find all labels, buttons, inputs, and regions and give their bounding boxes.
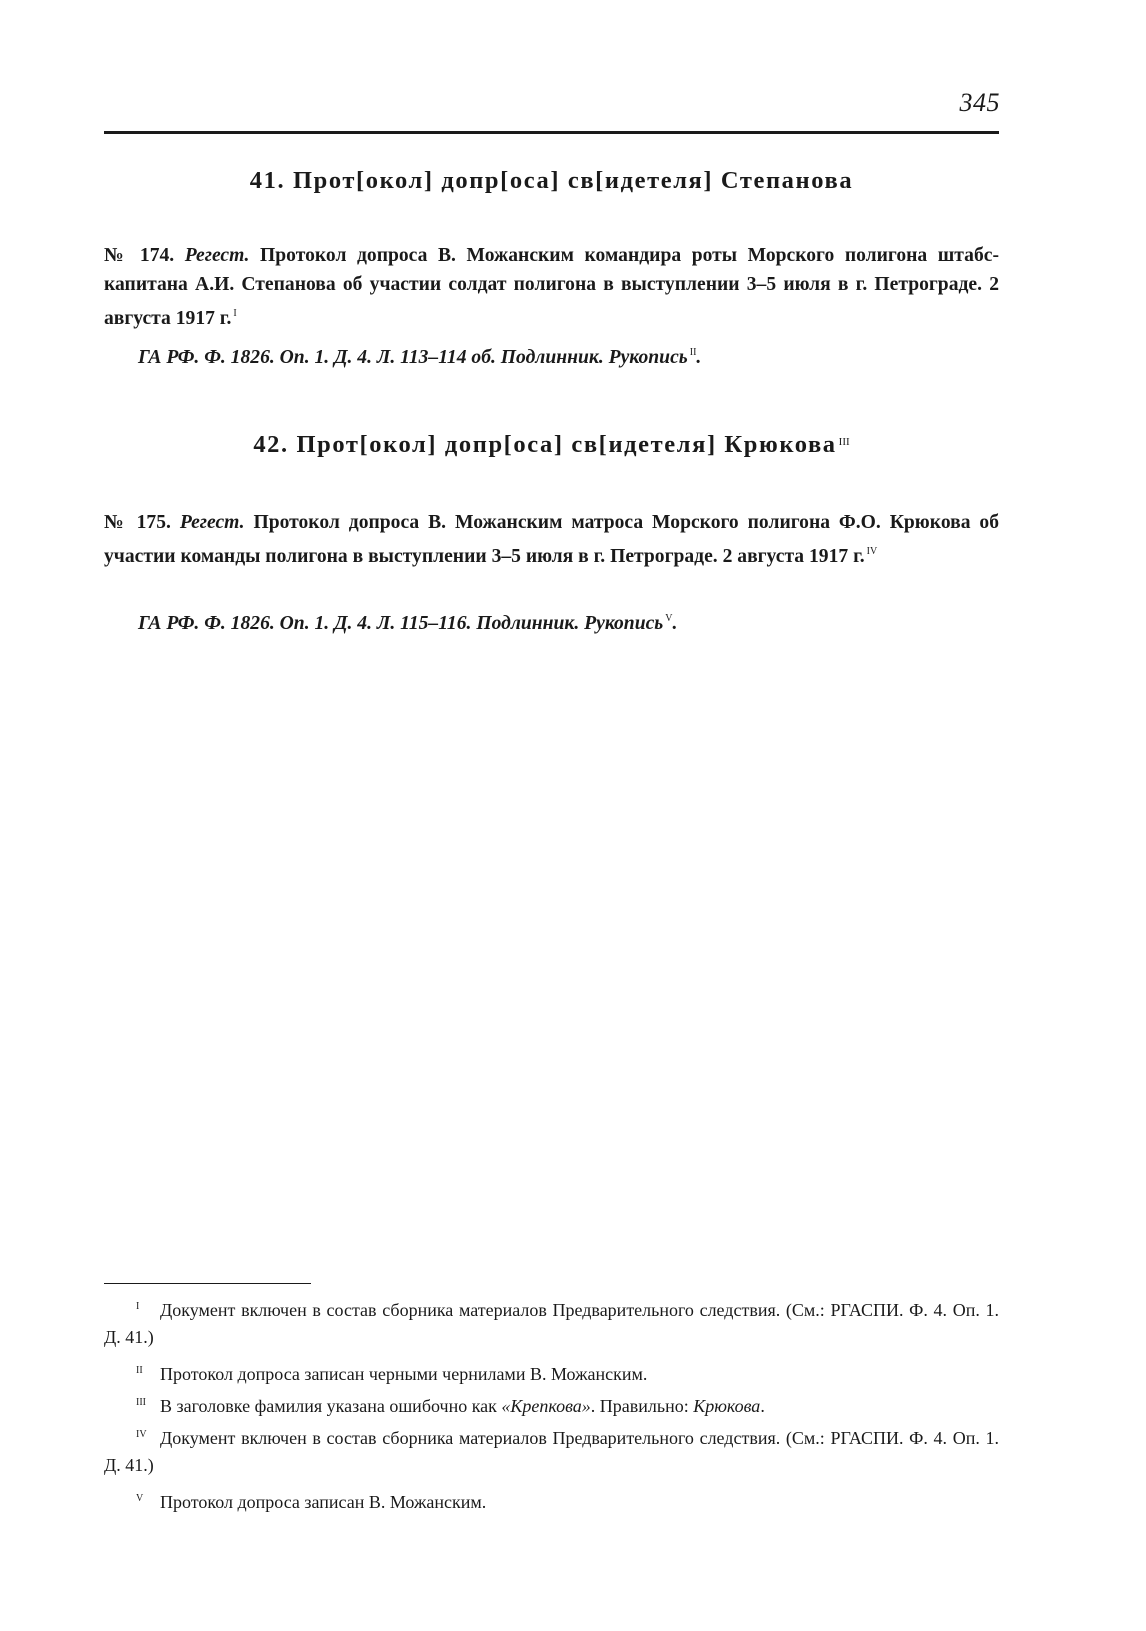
- regest-174-label: Регест.: [184, 245, 250, 266]
- regest-175-text: Протокол допроса В. Можанским матроса Морского полигона Ф.О. Крюкова об участии команды полигона в выступлении 3–5 июля в г. Петрограде. 2 августа 1917 г.: [104, 512, 1000, 567]
- footnote-I-mark: I: [136, 1301, 140, 1312]
- page-number: 345: [959, 88, 1000, 117]
- document-42-archive-ref: [138, 613, 999, 635]
- footnote-III-right-name: Крюкова: [693, 1396, 761, 1416]
- footnote-V-mark: V: [136, 1493, 144, 1504]
- footnote-III-text-middle: . Правильно:: [590, 1396, 689, 1416]
- document-41-archive-ref: [138, 347, 999, 369]
- footnote-ref-IV: IV: [866, 546, 878, 557]
- document-42-regest: [104, 508, 999, 571]
- footnote-III: [104, 1389, 999, 1420]
- archive-41-end: .: [696, 347, 702, 368]
- footnote-ref-I: I: [233, 308, 237, 319]
- document-42-title: [104, 431, 999, 459]
- footnote-III-wrong-name: «Крепкова»: [501, 1396, 591, 1416]
- document-41-regest: [104, 241, 999, 333]
- header-rule: [104, 131, 999, 134]
- regest-174-text: Протокол допроса В. Можанским командира роты Морского полигона штабс-капитана А.И. Степанова об участии солдат полигона в выступлении 3–5 июля в г. Петрограде. 2 августа 1917 г.: [104, 245, 999, 329]
- footnote-II-text: Протокол допроса записан черными чернилами В. Можанским.: [160, 1364, 648, 1384]
- footnote-ref-III: III: [838, 436, 850, 448]
- footnote-V-text: Протокол допроса записан В. Можанским.: [160, 1492, 487, 1512]
- footnote-I: [104, 1293, 999, 1351]
- regest-175-label: Регест.: [179, 512, 245, 533]
- footnote-II: [104, 1357, 999, 1388]
- footnote-III-mark: III: [136, 1397, 146, 1408]
- footnote-ref-V: V: [665, 613, 673, 624]
- regest-175-number: № 175.: [104, 512, 171, 533]
- footnote-IV-mark: IV: [136, 1429, 147, 1440]
- document-41-title: [104, 167, 999, 195]
- footnote-rule: [104, 1283, 311, 1284]
- archive-42-text: ГА РФ. Ф. 1826. Оп. 1. Д. 4. Л. 115–116. Подлинник. Рукопись: [138, 613, 664, 634]
- footnote-I-text: Документ включен в состав сборника материалов Предварительного следствия. (См.: РГАСПИ. Ф. 4. Оп. 1. Д. 41.): [104, 1300, 999, 1347]
- footnote-IV-text: Документ включен в состав сборника материалов Предварительного следствия. (См.: РГАСПИ. Ф. 4. Оп. 1. Д. 41.): [104, 1428, 999, 1475]
- regest-174-number: № 174.: [104, 245, 175, 266]
- footnote-III-text-before: В заголовке фамилия указана ошибочно как: [160, 1396, 497, 1416]
- footnote-III-text-after: .: [760, 1396, 765, 1416]
- archive-42-end: .: [672, 613, 678, 634]
- document-41-title-text: 41. Прот[окол] допр[оса] св[идетеля] Степанова: [249, 167, 854, 194]
- footnote-IV: [104, 1421, 999, 1479]
- footnote-II-mark: II: [136, 1365, 143, 1376]
- document-42-title-text: 42. Прот[окол] допр[оса] св[идетеля] Крюкова: [253, 431, 837, 458]
- archive-41-text: ГА РФ. Ф. 1826. Оп. 1. Д. 4. Л. 113–114 об. Подлинник. Рукопись: [138, 347, 688, 368]
- footnote-ref-II: II: [689, 347, 697, 358]
- footnote-V: [104, 1485, 999, 1516]
